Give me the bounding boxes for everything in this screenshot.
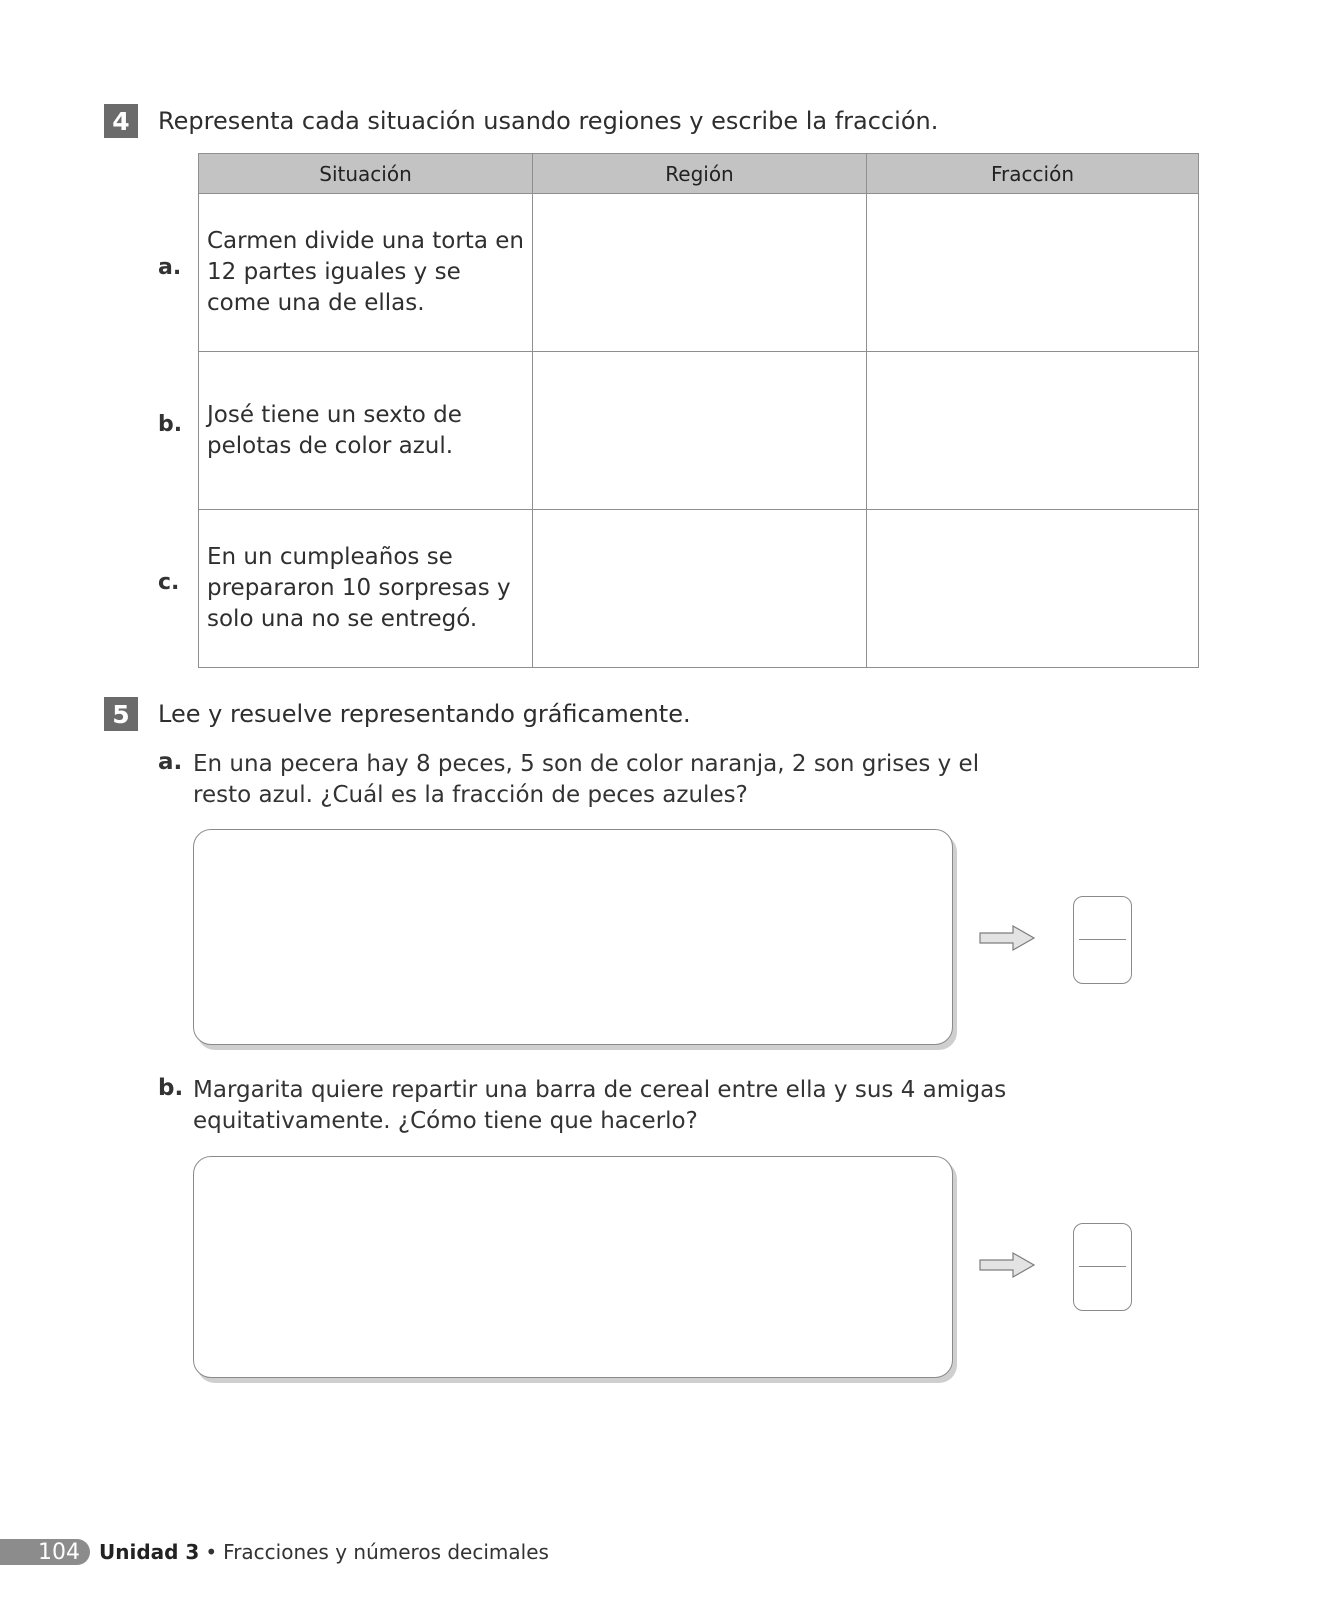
situations-table (198, 153, 1199, 668)
situation-cell (199, 194, 533, 352)
unit-title: Fracciones y números decimales (223, 1540, 549, 1564)
arrow-right-icon (979, 925, 1035, 951)
item-label-b: b. (158, 1075, 184, 1101)
arrow-right-icon (979, 1252, 1035, 1278)
table-header-row (199, 154, 1199, 194)
column-header-region: Región (533, 154, 867, 194)
exercise-4-header (104, 104, 938, 138)
fraction-bar (1079, 1266, 1126, 1267)
fraction-answer-cell[interactable] (867, 510, 1199, 668)
item-label-a: a. (158, 749, 183, 775)
drawing-area-a[interactable] (193, 829, 953, 1045)
row-label-c: c. (158, 570, 180, 595)
row-label-b: b. (158, 412, 183, 437)
column-header-situacion: Situación (199, 154, 533, 194)
fraction-answer-box-b[interactable] (1073, 1223, 1132, 1311)
fraction-answer-cell[interactable] (867, 352, 1199, 510)
column-header-fraccion: Fracción (867, 154, 1199, 194)
fraction-answer-box-a[interactable] (1073, 896, 1132, 984)
drawing-area-b[interactable] (193, 1156, 953, 1378)
situation-text: José tiene un sexto de pelotas de color azul. (207, 401, 462, 459)
region-answer-cell[interactable] (533, 352, 867, 510)
exercise-number-badge: 5 (104, 697, 138, 731)
table-row (199, 510, 1199, 668)
region-answer-cell[interactable] (533, 510, 867, 668)
exercise-number-badge: 4 (104, 104, 138, 138)
item-text-b: Margarita quiere repartir una barra de cereal entre ella y sus 4 amigas equitativamente. ¿Cómo tiene que hacerlo? (193, 1077, 1007, 1134)
situation-text: En un cumpleaños se prepararon 10 sorpresas y solo una no se entregó. (207, 544, 511, 632)
row-label-a: a. (158, 255, 182, 280)
region-answer-cell[interactable] (533, 194, 867, 352)
exercise-instruction: Representa cada situación usando regiones y escribe la fracción. (158, 107, 939, 135)
exercise-instruction: Lee y resuelve representando gráficamente. (158, 700, 691, 728)
fraction-bar (1079, 939, 1126, 940)
situation-text: Carmen divide una torta en 12 partes iguales y se come una de ellas. (207, 228, 524, 316)
table-row (199, 352, 1199, 510)
page-number: 104 (0, 1539, 90, 1565)
item-text-a: En una pecera hay 8 peces, 5 son de color naranja, 2 son grises y el resto azul. ¿Cuál es la fracción de peces azules? (193, 751, 980, 808)
exercise-5-header (104, 697, 691, 731)
situation-cell (199, 352, 533, 510)
footer-separator: • (205, 1540, 218, 1564)
table-row (199, 194, 1199, 352)
situation-cell (199, 510, 533, 668)
page-footer (0, 1537, 549, 1567)
unit-label: Unidad 3 (99, 1540, 200, 1564)
fraction-answer-cell[interactable] (867, 194, 1199, 352)
